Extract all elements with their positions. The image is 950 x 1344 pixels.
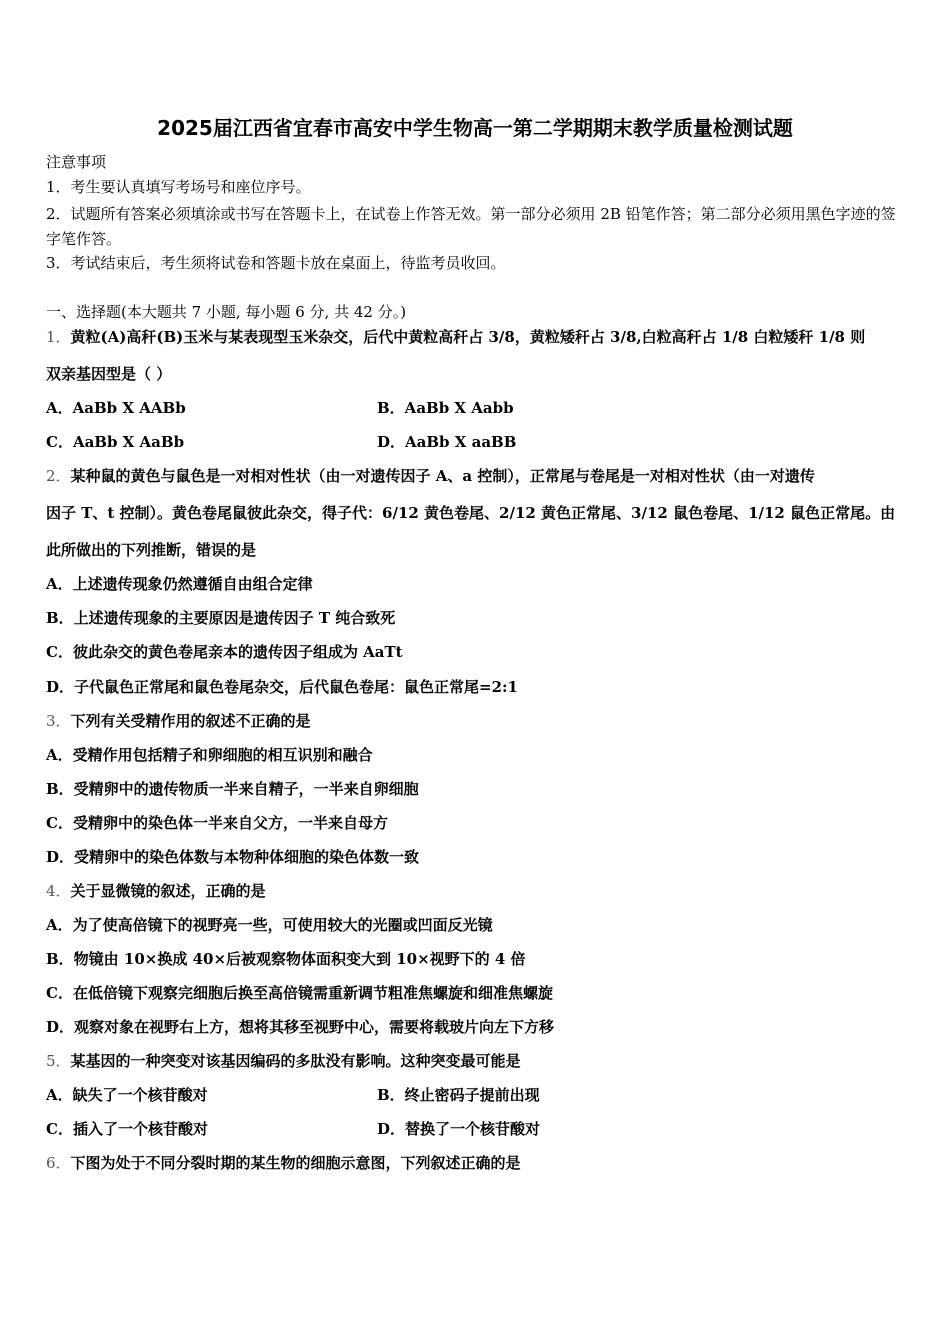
- question-3-option-a[interactable]: A．受精作用包括精子和卵细胞的相互识别和融合: [46, 746, 373, 764]
- question-4-option-c[interactable]: C．在低倍镜下观察完细胞后换至高倍镜需重新调节粗准焦螺旋和细准焦螺旋: [46, 984, 553, 1002]
- question-text: 黄粒(A)高秆(B)玉米与某表现型玉米杂交，后代中黄粒高秆占 3/8，黄粒矮秆占 3/8,白粒高秆占 1/8 白粒矮秆 1/8 则: [70, 328, 866, 346]
- question-5-options-row-2: [46, 1119, 906, 1139]
- question-2-line-2: 因子 T、t 控制）。黄色卷尾鼠彼此杂交，得子代：6/12 黄色卷尾、2/12 黄色正常尾、3/12 鼠色卷尾、1/12 鼠色正常尾。由: [46, 504, 896, 522]
- question-4-option-d[interactable]: D．观察对象在视野右上方，想将其移至视野中心，需要将载玻片向左下方移: [46, 1018, 555, 1036]
- question-5-options-row-1: [46, 1085, 906, 1105]
- question-3-line-1: [46, 711, 906, 731]
- page-title: 2025届江西省宜春市高安中学生物高一第二学期期末教学质量检测试题: [157, 116, 793, 140]
- question-6-line-1: [46, 1153, 906, 1173]
- question-1-line-2: 双亲基因型是（ ）: [46, 365, 172, 383]
- section-heading: 一、选择题(本大题共 7 小题, 每小题 6 分, 共 42 分。): [46, 303, 407, 321]
- question-5-line-1: [46, 1051, 906, 1071]
- question-3-option-d[interactable]: D．受精卵中的染色体数与本物种体细胞的染色体数一致: [46, 848, 420, 866]
- question-1-line-1: [46, 327, 906, 347]
- question-number: 2．: [46, 467, 71, 485]
- question-4-option-a[interactable]: A．为了使高倍镜下的视野亮一些，可使用较大的光圈或凹面反光镜: [46, 916, 493, 934]
- question-number: 1．: [46, 328, 71, 346]
- question-number: 6．: [46, 1154, 71, 1172]
- notice-item-3: 3．考试结束后，考生须将试卷和答题卡放在桌面上，待监考员收回。: [46, 254, 506, 272]
- notice-item-2: 2．试题所有答案必须填涂或书写在答题卡上，在试卷上作答无效。第一部分必须用 2B 铅笔作答；第二部分必须用黑色字迹的签字笔作答。: [46, 205, 896, 248]
- notice-heading: 注意事项: [46, 153, 107, 171]
- option-d[interactable]: D．替换了一个核苷酸对: [377, 1120, 541, 1138]
- question-2-option-d[interactable]: D．子代鼠色正常尾和鼠色卷尾杂交，后代鼠色卷尾：鼠色正常尾=2:1: [46, 678, 518, 696]
- option-a[interactable]: A．AaBb X AABb: [46, 399, 186, 417]
- option-c[interactable]: C．插入了一个核苷酸对: [46, 1120, 208, 1138]
- question-number: 4．: [46, 882, 71, 900]
- question-4-option-b[interactable]: B．物镜由 10×换成 40×后被观察物体面积变大到 10×视野下的 4 倍: [46, 950, 526, 968]
- question-text: 某基因的一种突变对该基因编码的多肽没有影响。这种突变最可能是: [70, 1052, 521, 1070]
- question-1-options-row-1: [46, 398, 906, 418]
- question-2-option-c[interactable]: C．彼此杂交的黄色卷尾亲本的遗传因子组成为 AaTt: [46, 643, 403, 661]
- question-4-line-1: [46, 881, 906, 901]
- question-2-option-b[interactable]: B．上述遗传现象的主要原因是遗传因子 T 纯合致死: [46, 609, 396, 627]
- option-d[interactable]: D．AaBb X aaBB: [377, 433, 517, 451]
- question-2-line-1: [46, 466, 906, 486]
- option-b[interactable]: B．AaBb X Aabb: [377, 399, 514, 417]
- question-3-option-c[interactable]: C．受精卵中的染色体一半来自父方，一半来自母方: [46, 814, 388, 832]
- question-text: 下列有关受精作用的叙述不正确的是: [70, 712, 311, 730]
- question-number: 5．: [46, 1052, 71, 1070]
- question-text: 关于显微镜的叙述，正确的是: [70, 882, 266, 900]
- question-1-options-row-2: [46, 432, 906, 452]
- question-number: 3．: [46, 712, 71, 730]
- question-text: 下图为处于不同分裂时期的某生物的细胞示意图，下列叙述正确的是: [70, 1154, 521, 1172]
- notice-item-1: 1．考生要认真填写考场号和座位序号。: [46, 178, 311, 196]
- option-a[interactable]: A．缺失了一个核苷酸对: [46, 1086, 208, 1104]
- question-2-line-3: 此所做出的下列推断，错误的是: [46, 541, 257, 559]
- question-3-option-b[interactable]: B．受精卵中的遗传物质一半来自精子，一半来自卵细胞: [46, 780, 419, 798]
- option-b[interactable]: B．终止密码子提前出现: [377, 1086, 540, 1104]
- question-text: 某种鼠的黄色与鼠色是一对相对性状（由一对遗传因子 A、a 控制），正常尾与卷尾是一对相对性状（由一对遗传: [70, 467, 815, 485]
- question-2-option-a[interactable]: A．上述遗传现象仍然遵循自由组合定律: [46, 575, 313, 593]
- option-c[interactable]: C．AaBb X AaBb: [46, 433, 185, 451]
